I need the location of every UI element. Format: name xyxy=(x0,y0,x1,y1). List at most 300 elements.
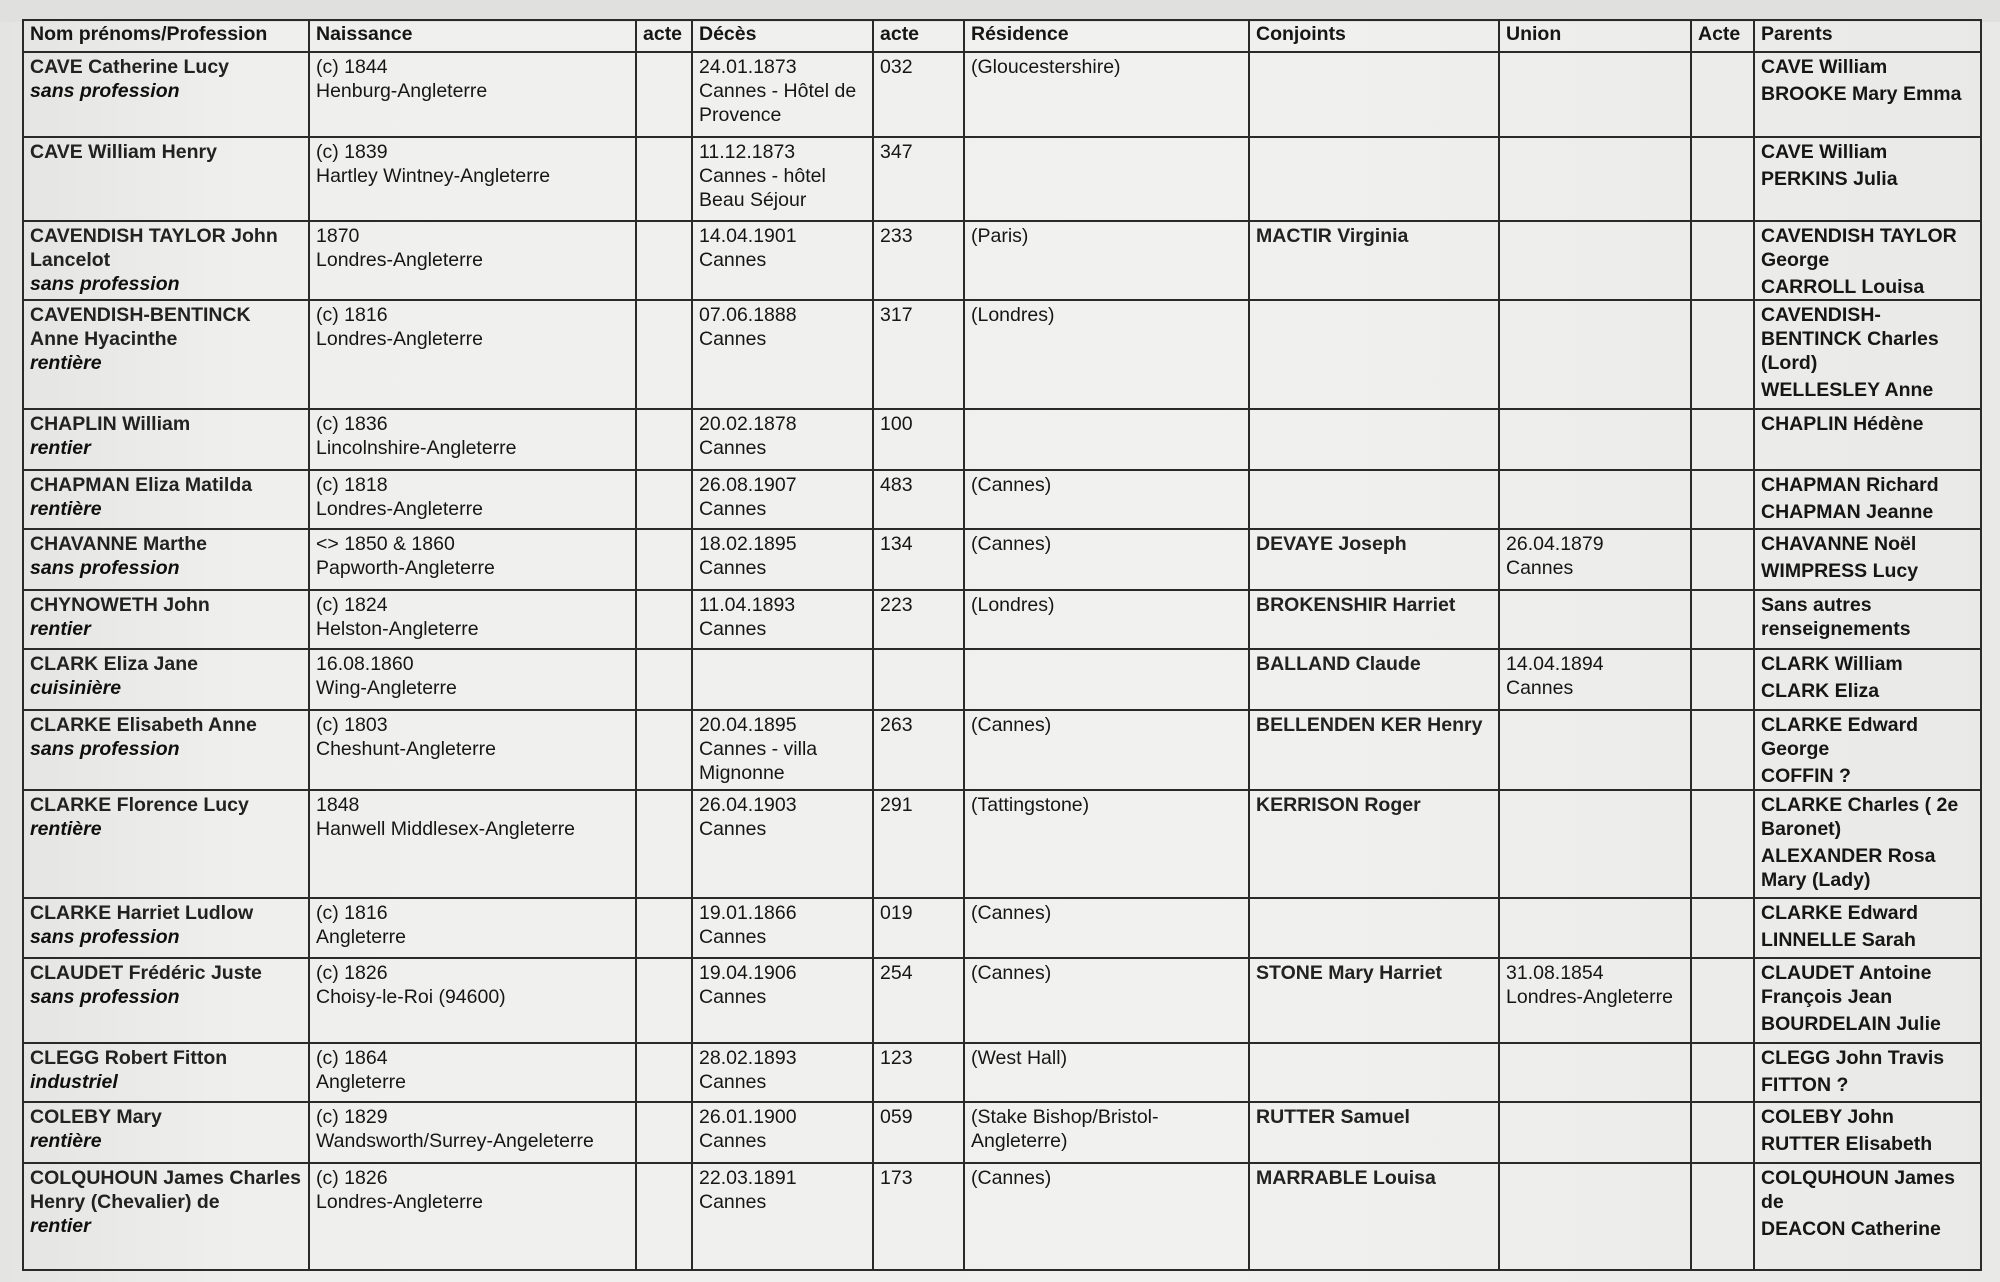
table-row xyxy=(23,470,1981,530)
death-act-cell xyxy=(873,898,964,959)
person-name: COLQUHOUN James Charles Henry (Chevalier) de xyxy=(30,1166,301,1213)
person-name: CAVENDISH TAYLOR John Lancelot xyxy=(30,224,278,271)
birth-cell xyxy=(309,137,636,221)
union-act-cell xyxy=(1691,1102,1754,1163)
birth-date: (c) 1818 xyxy=(316,473,388,496)
parents-cell xyxy=(1754,529,1981,590)
death-cell xyxy=(692,1043,873,1103)
profession: sans profession xyxy=(30,272,180,295)
parent-father: CLARK William xyxy=(1761,653,1903,676)
birth-place: Londres-Angleterre xyxy=(316,248,483,271)
residence: (Cannes) xyxy=(971,901,1052,924)
person-name: CLARKE Elisabeth Anne xyxy=(30,713,257,736)
union-cell xyxy=(1499,1102,1691,1163)
death-act-cell xyxy=(873,52,964,137)
death-place: Cannes - hôtel Beau Séjour xyxy=(699,164,826,211)
name-cell xyxy=(23,590,309,650)
person-name: CAVENDISH-BENTINCK Anne Hyacinthe xyxy=(30,304,251,351)
death-place: Cannes xyxy=(699,1130,767,1153)
death-place: Cannes xyxy=(699,617,767,640)
profession: rentière xyxy=(30,1130,102,1153)
name-cell xyxy=(23,221,309,301)
parents-cell xyxy=(1754,790,1981,898)
profession: sans profession xyxy=(30,986,180,1009)
death-act-cell xyxy=(873,1163,964,1270)
residence-cell xyxy=(964,710,1249,790)
birth-act-cell xyxy=(636,790,692,898)
table-body xyxy=(23,52,1981,1270)
spouse-cell xyxy=(1249,1102,1499,1163)
birth-cell xyxy=(309,790,636,898)
residence: (Paris) xyxy=(971,224,1029,247)
birth-cell xyxy=(309,590,636,650)
birth-cell xyxy=(309,221,636,301)
birth-cell xyxy=(309,1102,636,1163)
death-place: Cannes - villa Mignonne xyxy=(699,737,818,784)
spouse-cell xyxy=(1249,409,1499,470)
death-act: 233 xyxy=(880,224,913,247)
name-cell xyxy=(23,649,309,710)
name-cell xyxy=(23,300,309,409)
spouse: STONE Mary Harriet xyxy=(1256,962,1443,985)
table-row xyxy=(23,790,1981,898)
spouse: MARRABLE Louisa xyxy=(1256,1166,1436,1189)
union-cell xyxy=(1499,898,1691,959)
residence-cell xyxy=(964,1163,1249,1270)
parents-cell xyxy=(1754,300,1981,409)
death-cell xyxy=(692,409,873,470)
parent-father: CAVENDISH TAYLOR George xyxy=(1761,224,1957,271)
residence: (Cannes) xyxy=(971,713,1052,736)
death-place: Cannes - Hôtel de Provence xyxy=(699,80,857,126)
residence-cell xyxy=(964,221,1249,301)
residence-cell xyxy=(964,649,1249,710)
profession: rentier xyxy=(30,617,91,640)
parent-father: CLAUDET Antoine François Jean xyxy=(1761,962,1932,1009)
parent-mother: FITTON ? xyxy=(1761,1073,1849,1096)
spouse-cell xyxy=(1249,958,1499,1043)
residence-cell xyxy=(964,529,1249,590)
birth-place: Angleterre xyxy=(316,925,406,948)
birth-act-cell xyxy=(636,958,692,1043)
birth-cell xyxy=(309,300,636,409)
profession: rentière xyxy=(30,817,102,840)
table-row xyxy=(23,1163,1981,1270)
birth-cell xyxy=(309,529,636,590)
birth-date: (c) 1816 xyxy=(316,304,388,327)
birth-place: Wandsworth/Surrey-Angeleterre xyxy=(316,1130,594,1153)
birth-place: Choisy-le-Roi (94600) xyxy=(316,986,506,1009)
death-date: 20.04.1895 xyxy=(699,713,797,736)
residence: (Cannes) xyxy=(971,473,1052,496)
death-place: Cannes xyxy=(699,248,767,271)
death-act-cell xyxy=(873,221,964,301)
profession: sans profession xyxy=(30,557,180,580)
death-date: 26.08.1907 xyxy=(699,473,797,496)
spouse-cell xyxy=(1249,898,1499,959)
death-cell xyxy=(692,1163,873,1270)
death-date: 28.02.1893 xyxy=(699,1046,797,1069)
residence-cell xyxy=(964,409,1249,470)
spouse-cell xyxy=(1249,300,1499,409)
name-cell xyxy=(23,470,309,530)
death-place: Cannes xyxy=(699,497,767,520)
death-place: Cannes xyxy=(699,817,767,840)
profession: rentier xyxy=(30,1214,91,1237)
union-act-cell xyxy=(1691,790,1754,898)
parent-father: CHAPMAN Richard xyxy=(1761,473,1939,496)
death-place: Cannes xyxy=(699,437,767,460)
death-act: 059 xyxy=(880,1106,913,1129)
death-act-cell xyxy=(873,710,964,790)
name-cell xyxy=(23,790,309,898)
table-row xyxy=(23,52,1981,137)
death-date: 24.01.1873 xyxy=(699,56,797,78)
residence-cell xyxy=(964,898,1249,959)
birth-date: 1848 xyxy=(316,793,360,816)
person-name: CHAPMAN Eliza Matilda xyxy=(30,473,253,496)
spouse-cell xyxy=(1249,710,1499,790)
union-act-cell xyxy=(1691,300,1754,409)
death-place: Cannes xyxy=(699,557,767,580)
death-date: 26.01.1900 xyxy=(699,1106,797,1129)
death-cell xyxy=(692,1102,873,1163)
profession: sans profession xyxy=(30,737,180,760)
death-act-cell xyxy=(873,649,964,710)
spouse-cell xyxy=(1249,790,1499,898)
residence-cell xyxy=(964,1043,1249,1103)
union-act-cell xyxy=(1691,1163,1754,1270)
table-row xyxy=(23,221,1981,301)
residence: (West Hall) xyxy=(971,1046,1068,1069)
residence: (Cannes) xyxy=(971,533,1052,556)
parents-cell xyxy=(1754,1043,1981,1103)
parent-mother: PERKINS Julia xyxy=(1761,167,1898,190)
birth-act-cell xyxy=(636,52,692,137)
residence-cell xyxy=(964,790,1249,898)
death-act: 223 xyxy=(880,593,913,616)
birth-date: (c) 1844 xyxy=(316,56,388,78)
spouse: BELLENDEN KER Henry xyxy=(1256,713,1483,736)
header-birth-act: acte xyxy=(636,20,692,52)
profession: industriel xyxy=(30,1070,118,1093)
person-name: CLEGG Robert Fitton xyxy=(30,1046,228,1069)
birth-date: (c) 1824 xyxy=(316,593,388,616)
table-row xyxy=(23,1043,1981,1103)
header-spouses: Conjoints xyxy=(1249,20,1499,52)
death-act: 123 xyxy=(880,1046,913,1069)
person-name: CHAVANNE Marthe xyxy=(30,533,207,556)
union-act-cell xyxy=(1691,898,1754,959)
parent-father: CAVE William xyxy=(1761,56,1888,78)
spouse-cell xyxy=(1249,52,1499,137)
name-cell xyxy=(23,1043,309,1103)
death-act-cell xyxy=(873,1043,964,1103)
union-cell xyxy=(1499,1163,1691,1270)
profession: sans profession xyxy=(30,925,180,948)
table-row xyxy=(23,649,1981,710)
union-cell xyxy=(1499,137,1691,221)
death-place: Cannes xyxy=(699,925,767,948)
death-date: 20.02.1878 xyxy=(699,413,797,436)
table-row xyxy=(23,529,1981,590)
death-act-cell xyxy=(873,137,964,221)
union-act-cell xyxy=(1691,470,1754,530)
death-date: 19.04.1906 xyxy=(699,962,797,985)
union-cell xyxy=(1499,1043,1691,1103)
death-act: 254 xyxy=(880,962,913,985)
spouse-cell xyxy=(1249,1163,1499,1270)
death-cell xyxy=(692,221,873,301)
name-cell xyxy=(23,958,309,1043)
birth-act-cell xyxy=(636,649,692,710)
birth-cell xyxy=(309,1043,636,1103)
header-death-act: acte xyxy=(873,20,964,52)
birth-cell xyxy=(309,898,636,959)
birth-place: Helston-Angleterre xyxy=(316,617,479,640)
spouse-cell xyxy=(1249,221,1499,301)
name-cell xyxy=(23,1102,309,1163)
death-act-cell xyxy=(873,590,964,650)
person-name: CAVE William Henry xyxy=(30,140,217,163)
parent-father: CHAVANNE Noël xyxy=(1761,533,1917,556)
residence-cell xyxy=(964,137,1249,221)
parent-mother: BROOKE Mary Emma xyxy=(1761,83,1962,105)
person-name: CAVE Catherine Lucy xyxy=(30,56,230,78)
parents-cell xyxy=(1754,898,1981,959)
death-cell xyxy=(692,710,873,790)
birth-cell xyxy=(309,1163,636,1270)
birth-cell xyxy=(309,649,636,710)
death-date: 18.02.1895 xyxy=(699,533,797,556)
birth-place: Cheshunt-Angleterre xyxy=(316,737,496,760)
parent-mother: WELLESLEY Anne xyxy=(1761,379,1934,402)
birth-date: (c) 1826 xyxy=(316,1166,388,1189)
spouse-cell xyxy=(1249,1043,1499,1103)
death-cell xyxy=(692,529,873,590)
residence: (Cannes) xyxy=(971,962,1052,985)
profession: sans profession xyxy=(30,80,180,102)
parent-father: CLARKE Edward xyxy=(1761,901,1919,924)
parents-cell xyxy=(1754,1102,1981,1163)
birth-date: (c) 1864 xyxy=(316,1046,388,1069)
death-act: 134 xyxy=(880,533,913,556)
residence: (Tattingstone) xyxy=(971,793,1090,816)
union-act-cell xyxy=(1691,137,1754,221)
death-date: 07.06.1888 xyxy=(699,304,797,327)
header-union: Union xyxy=(1499,20,1691,52)
death-act: 100 xyxy=(880,413,913,436)
residence-cell xyxy=(964,1102,1249,1163)
union-date: 26.04.1879 xyxy=(1506,533,1604,556)
person-name: CHYNOWETH John xyxy=(30,593,210,616)
parent-mother: COFFIN ? xyxy=(1761,764,1851,787)
parent-mother: LINNELLE Sarah xyxy=(1761,928,1916,951)
name-cell xyxy=(23,529,309,590)
union-cell xyxy=(1499,52,1691,137)
union-cell xyxy=(1499,300,1691,409)
birth-act-cell xyxy=(636,470,692,530)
person-name: CLARK Eliza Jane xyxy=(30,653,198,676)
residence-cell xyxy=(964,590,1249,650)
death-act-cell xyxy=(873,529,964,590)
person-name: CLARKE Florence Lucy xyxy=(30,793,249,816)
birth-date: (c) 1803 xyxy=(316,713,388,736)
birth-act-cell xyxy=(636,590,692,650)
parents-cell xyxy=(1754,52,1981,137)
birth-act-cell xyxy=(636,710,692,790)
header-residence: Résidence xyxy=(964,20,1249,52)
name-cell xyxy=(23,710,309,790)
header-death: Décès xyxy=(692,20,873,52)
death-act-cell xyxy=(873,790,964,898)
birth-cell xyxy=(309,409,636,470)
header-name: Nom prénoms/Profession xyxy=(23,20,309,52)
person-name: COLEBY Mary xyxy=(30,1106,162,1129)
profession: cuisinière xyxy=(30,677,122,700)
spouse: KERRISON Roger xyxy=(1256,793,1421,816)
parent-mother: ALEXANDER Rosa Mary (Lady) xyxy=(1761,844,1936,891)
union-act-cell xyxy=(1691,958,1754,1043)
birth-date: (c) 1829 xyxy=(316,1106,388,1129)
residence: (Cannes) xyxy=(971,1166,1052,1189)
header-parents: Parents xyxy=(1754,20,1981,52)
death-place: Cannes xyxy=(699,1070,767,1093)
spouse: BROKENSHIR Harriet xyxy=(1256,593,1456,616)
birth-place: Londres-Angleterre xyxy=(316,1190,483,1213)
residence: (Stake Bishop/Bristol-Angleterre) xyxy=(971,1106,1159,1153)
death-place: Cannes xyxy=(699,1190,767,1213)
birth-act-cell xyxy=(636,300,692,409)
parents-cell xyxy=(1754,649,1981,710)
birth-date: (c) 1816 xyxy=(316,901,388,924)
birth-place: Hartley Wintney-Angleterre xyxy=(316,164,551,187)
union-cell xyxy=(1499,590,1691,650)
death-act: 173 xyxy=(880,1166,913,1189)
death-act-cell xyxy=(873,958,964,1043)
birth-date: (c) 1826 xyxy=(316,962,388,985)
death-act: 483 xyxy=(880,473,913,496)
parents-cell xyxy=(1754,1163,1981,1270)
birth-cell xyxy=(309,52,636,137)
parent-mother: RUTTER Elisabeth xyxy=(1761,1133,1933,1156)
person-name: CLAUDET Frédéric Juste xyxy=(30,962,262,985)
death-cell xyxy=(692,52,873,137)
parent-mother: CHAPMAN Jeanne xyxy=(1761,500,1934,523)
birth-act-cell xyxy=(636,409,692,470)
parent-mother: BOURDELAIN Julie xyxy=(1761,1013,1941,1036)
death-act: 032 xyxy=(880,56,913,78)
birth-date: 16.08.1860 xyxy=(316,653,414,676)
parent-father: CAVE William xyxy=(1761,140,1888,163)
birth-act-cell xyxy=(636,221,692,301)
birth-place: Henburg-Angleterre xyxy=(316,80,488,102)
union-act-cell xyxy=(1691,649,1754,710)
parent-father: CHAPLIN Hédène xyxy=(1761,413,1924,436)
union-act-cell xyxy=(1691,590,1754,650)
name-cell xyxy=(23,409,309,470)
union-cell xyxy=(1499,470,1691,530)
residence-cell xyxy=(964,52,1249,137)
union-act-cell xyxy=(1691,409,1754,470)
parent-father: COLEBY John xyxy=(1761,1106,1894,1129)
birth-act-cell xyxy=(636,1163,692,1270)
birth-place: Londres-Angleterre xyxy=(316,497,483,520)
birth-cell xyxy=(309,470,636,530)
birth-date: (c) 1836 xyxy=(316,413,388,436)
residence: (Londres) xyxy=(971,304,1055,327)
birth-date: <> 1850 & 1860 xyxy=(316,533,455,556)
parent-father: CLEGG John Travis xyxy=(1761,1046,1945,1069)
death-date: 11.12.1873 xyxy=(699,140,796,163)
death-act-cell xyxy=(873,1102,964,1163)
death-date: 26.04.1903 xyxy=(699,793,797,816)
spouse-cell xyxy=(1249,649,1499,710)
parents-cell xyxy=(1754,470,1981,530)
spouse: BALLAND Claude xyxy=(1256,653,1421,676)
union-act-cell xyxy=(1691,1043,1754,1103)
union-cell xyxy=(1499,958,1691,1043)
parent-mother: DEACON Catherine xyxy=(1761,1217,1941,1240)
header-row xyxy=(23,20,1981,52)
parents-cell xyxy=(1754,710,1981,790)
death-cell xyxy=(692,137,873,221)
union-cell xyxy=(1499,409,1691,470)
residence-cell xyxy=(964,470,1249,530)
death-act: 317 xyxy=(880,304,913,327)
union-cell xyxy=(1499,221,1691,301)
death-date: 14.04.1901 xyxy=(699,224,797,247)
death-cell xyxy=(692,958,873,1043)
union-act-cell xyxy=(1691,52,1754,137)
parent-father: CLARKE Edward George xyxy=(1761,713,1919,760)
birth-cell xyxy=(309,710,636,790)
union-date: 31.08.1854 xyxy=(1506,962,1604,985)
table-row xyxy=(23,1102,1981,1163)
death-date: 22.03.1891 xyxy=(699,1166,797,1189)
birth-date: (c) 1839 xyxy=(316,140,388,163)
union-cell xyxy=(1499,790,1691,898)
birth-date: 1870 xyxy=(316,224,360,247)
death-date: 11.04.1893 xyxy=(699,593,796,616)
residence-cell xyxy=(964,958,1249,1043)
name-cell xyxy=(23,52,309,137)
table-row xyxy=(23,300,1981,409)
birth-act-cell xyxy=(636,1043,692,1103)
death-act: 347 xyxy=(880,140,913,163)
parent-mother: CARROLL Louisa xyxy=(1761,275,1925,298)
union-act-cell xyxy=(1691,221,1754,301)
death-act-cell xyxy=(873,300,964,409)
union-cell xyxy=(1499,529,1691,590)
parents-cell xyxy=(1754,221,1981,301)
genealogy-register-table xyxy=(22,19,1982,1271)
person-name: CLARKE Harriet Ludlow xyxy=(30,901,254,924)
birth-act-cell xyxy=(636,137,692,221)
residence: (Londres) xyxy=(971,593,1055,616)
table-row xyxy=(23,958,1981,1043)
person-name: CHAPLIN William xyxy=(30,413,191,436)
spouse-cell xyxy=(1249,529,1499,590)
header-birth: Naissance xyxy=(309,20,636,52)
table-row xyxy=(23,409,1981,470)
parent-father: COLQUHOUN James de xyxy=(1761,1166,1955,1213)
union-date: 14.04.1894 xyxy=(1506,653,1604,676)
birth-act-cell xyxy=(636,529,692,590)
birth-place: Lincolnshire-Angleterre xyxy=(316,437,517,460)
death-cell xyxy=(692,590,873,650)
death-act-cell xyxy=(873,409,964,470)
